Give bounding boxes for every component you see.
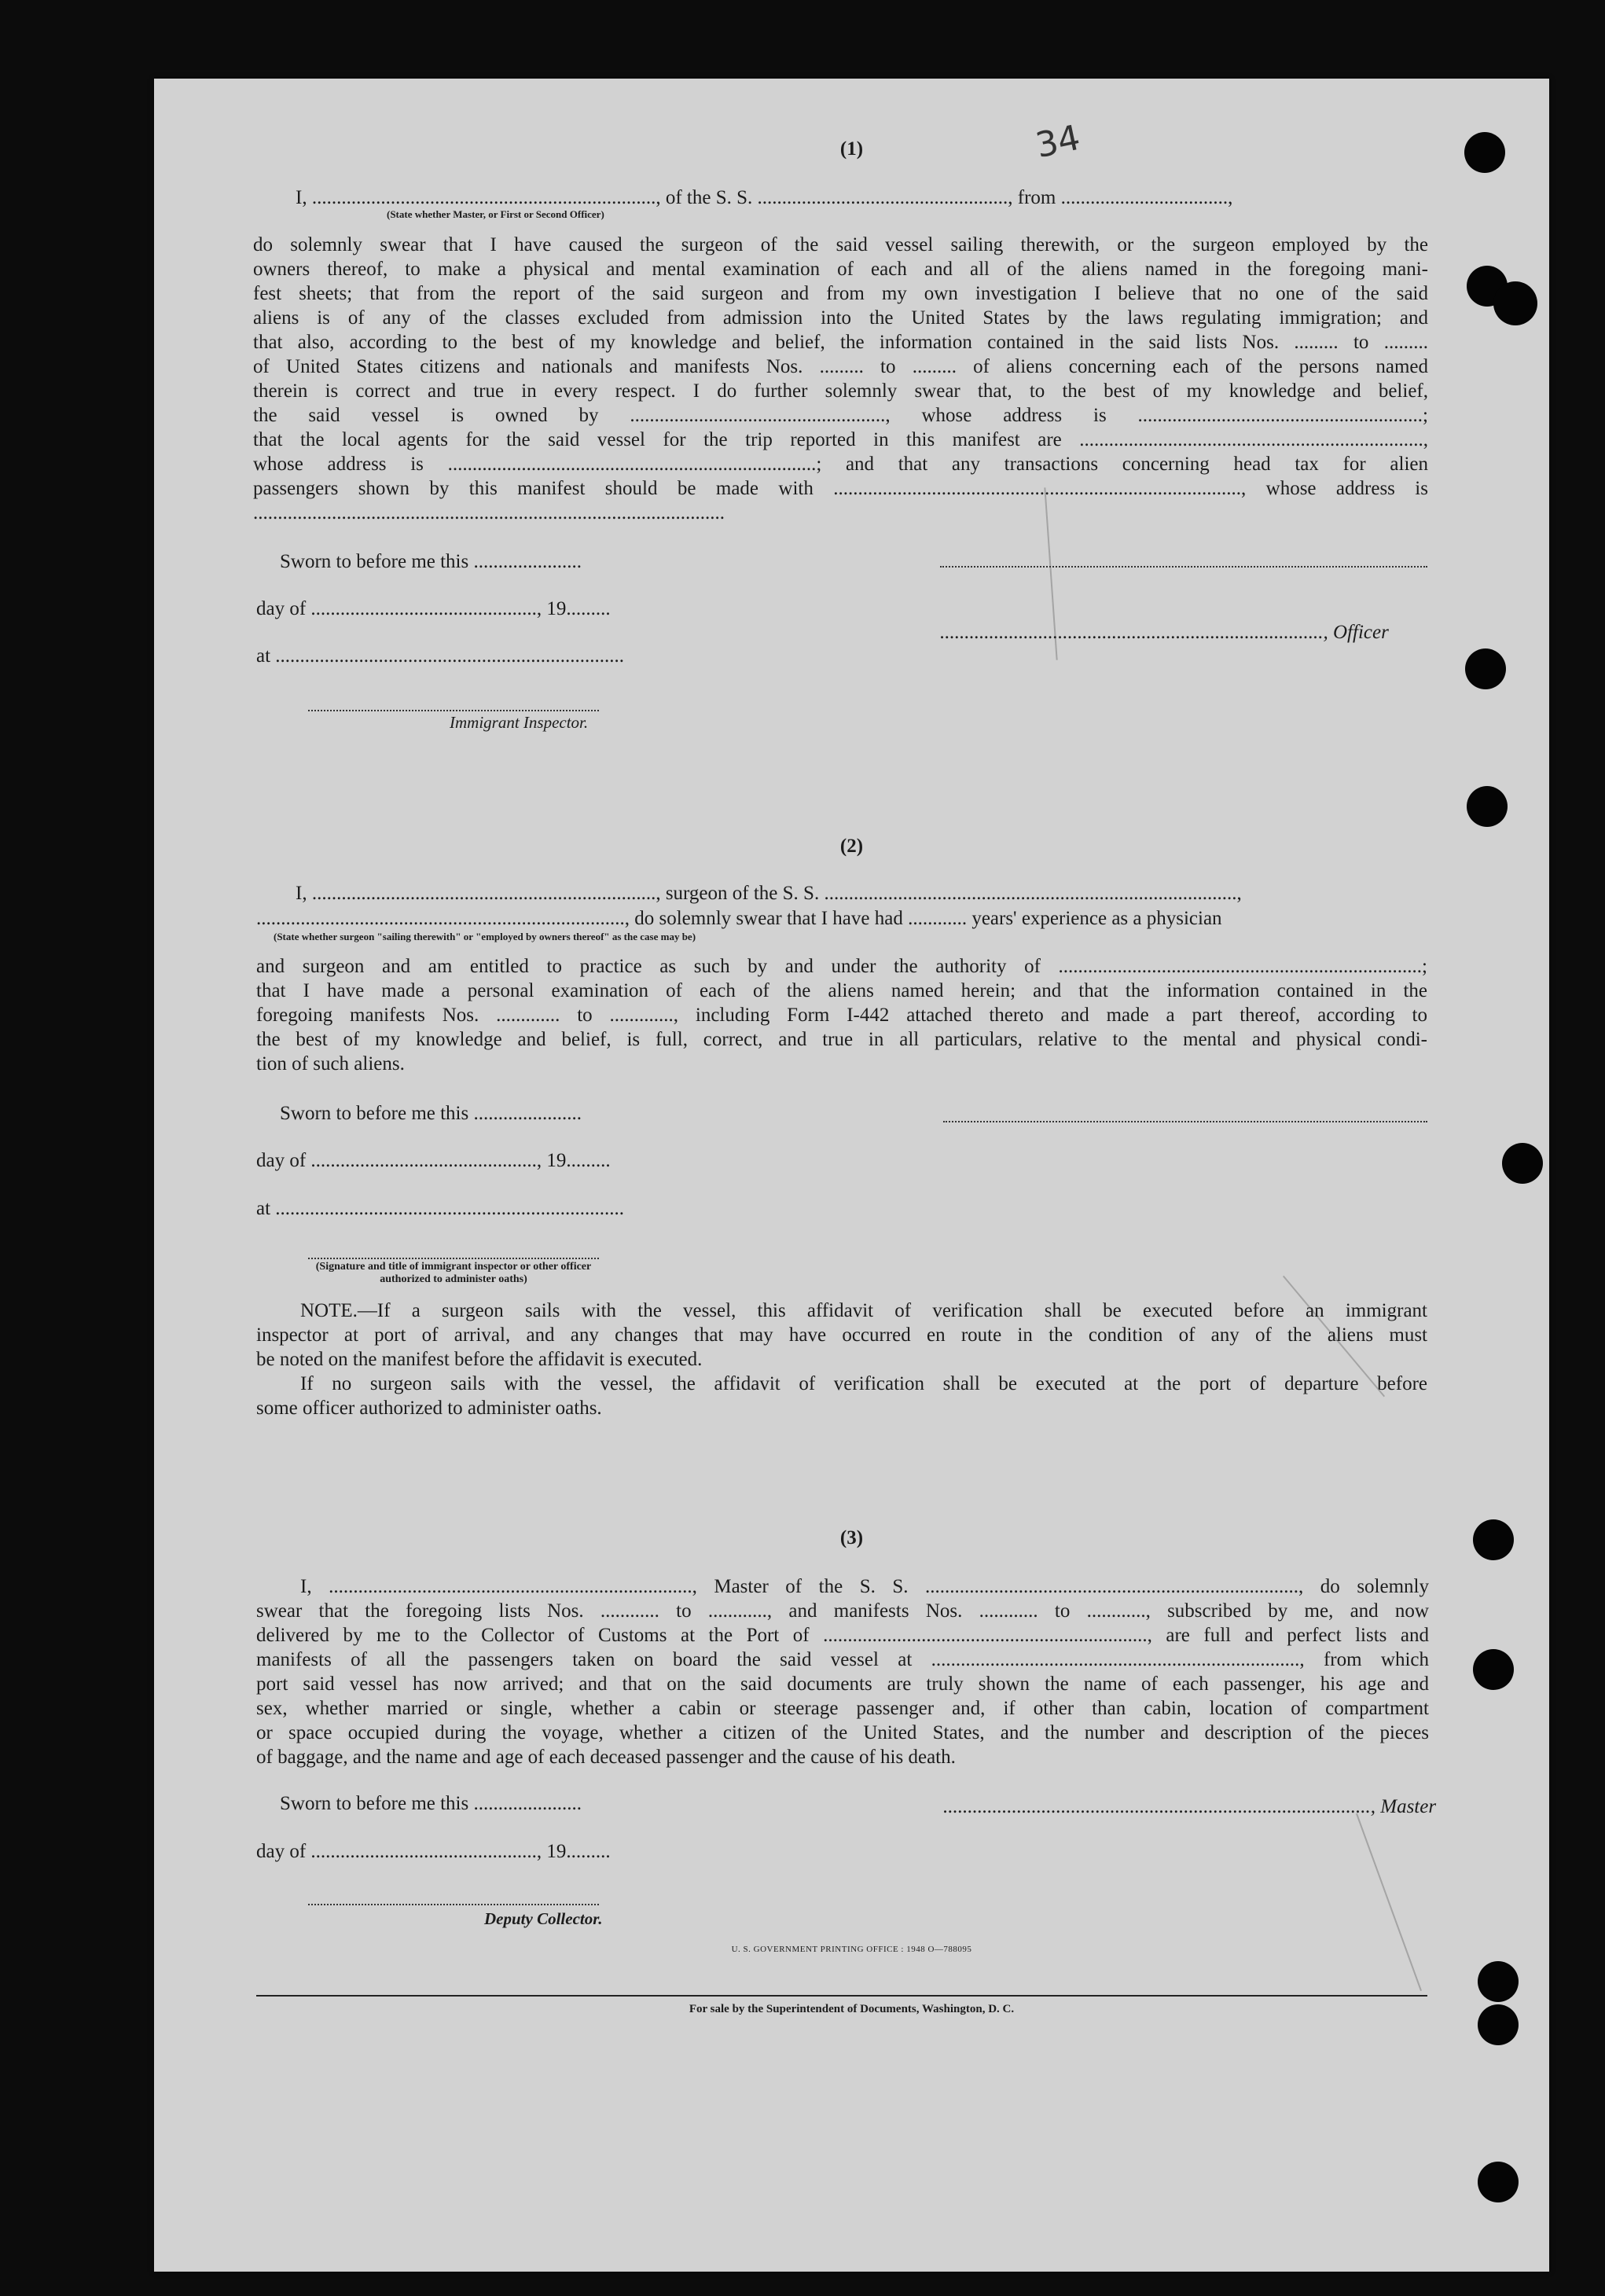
faint-pencil-stroke [1356,1813,1422,1991]
section-3-sworn-line: Sworn to before me this ...................... [280,1793,582,1814]
section-1-officer-line: .............................................................................., Officer [940,622,1389,643]
punch-hole [1502,1143,1543,1184]
section-1-first-line: I, ......................................................................, of the S. S. ..................................................., from .................................., [296,187,1233,208]
section-2-signature-line [943,1121,1427,1122]
handwritten-page-number: 34 [1032,117,1084,167]
printing-office-imprint: U. S. GOVERNMENT PRINTING OFFICE : 1948 O—788095 [731,1945,972,1954]
section-2-at-line: at ....................................................................... [256,1198,625,1219]
section-2-note-text: NOTE.—If a surgeon sails with the vessel, this affidavit of verification shall be executed before an immigrant inspector at port of arrival, and any changes that may have occurred en route in the condition of any of the aliens must be noted on the manifest before the affidavit is executed. If no surgeon sails with the vessel, the affidavit of verification shall be executed at the port of departure before some officer authorized to administer oaths. [256,1300,1427,1419]
section-2-number: (2) [839,836,864,857]
section-2-signature-note: (Signature and title of immigrant inspector or other officer authorized to administer oaths) [315,1261,592,1285]
footer-sale-note: For sale by the Superintendent of Documents, Washington, D. C. [689,2003,1015,2015]
punch-hole [1467,786,1508,827]
section-3-oath-text: I, .........................................................................., Master of the S. S. ............................................................................, do solemnly swear that the foregoing lists Nos. ............ to ............, and manifests Nos. ............ to ............, subscribed by me, and now delivered by me to the Collector of Customs at the Port of .................................................................., are full and perfect lists and manifests of all the passengers taken on board the said vessel at ..........................................................................., from which port said vessel has now arrived; and that on the said documents are truly shown the name of each passenger, his age and sex, whether married or single, whether a cabin or steerage passenger and, if other than cabin, location of compartment or space occupied during the voyage, whether a citizen of the United States, and the number and description of the pieces of baggage, and the name and age of each deceased passenger and the cause of his death. [256,1576,1429,1768]
section-2-first-line: I, ......................................................................, surgeon of the S. S. ...................................................................................., [296,883,1242,904]
section-1-day-line: day of .............................................., 19......... [256,598,611,619]
section-1-inspector-title: Immigrant Inspector. [450,713,589,732]
footer-rule [256,1995,1427,1997]
section-2-inspector-signature-line [308,1258,599,1259]
punch-hole [1478,1961,1519,2002]
punch-hole [1478,2162,1519,2202]
punch-hole [1493,281,1537,325]
section-3-collector-title: Deputy Collector. [484,1909,603,1928]
punch-hole [1464,132,1505,173]
punch-hole [1473,1519,1514,1560]
section-2-second-line: ..........................................................................., do solemnly swear that I have had ............ years' experience as a physician [256,908,1222,929]
section-2-sworn-line: Sworn to before me this ...................... [280,1103,582,1124]
section-1-signature-line [940,566,1427,568]
section-2-surgeon-note: (State whether surgeon "sailing therewith" or "employed by owners thereof" as the case may be) [274,931,696,942]
punch-hole [1478,2004,1519,2045]
section-3-number: (3) [839,1527,864,1548]
note-label: NOTE. [300,1300,358,1321]
section-3-day-line: day of .............................................., 19......... [256,1841,611,1862]
section-1-number: (1) [839,138,864,160]
punch-hole [1473,1649,1514,1690]
section-1-oath-text: do solemnly swear that I have caused the surgeon of the said vessel sailing therewith, or the surgeon employed by the owners thereof, to make a physical and mental examination of each and all of the aliens named in the foregoing mani- fest sheets; that from the report of the said surgeon and from my own investigation I believe that no one of the said aliens is of any of the classes excluded from admission into the United States by the laws regulating immigration; and that also, according to the best of my knowledge and belief, the information contained in the said lists Nos. ......... to ......... of United States citizens and nationals and manifests Nos. ......... to ......... of aliens concerning each of the persons named therein is correct and true in every respect. I do further solemnly swear that, to the best of my knowledge and belief, the said vessel is owned by ...................................................., whose address is ..........................................................; that the local agents for the said vessel for the trip reported in this manifest are ......................................................................, whose address is ...........................................................................; and that any transactions concerning head tax for alien passengers shown by this manifest should be made with ..................................................................................., whose address is ................................................................................................ [253,234,1428,523]
manifest-verification-page [154,79,1549,2272]
section-2-oath-text: and surgeon and am entitled to practice as such by and under the authority of ..........................................................................; that I have made a personal examination of each of the aliens named herein; and that the information contained in the foregoing manifests Nos. ............. to ............., including Form I-442 attached thereto and made a part thereof, according to the best of my knowledge and belief, is full, correct, and true in all particulars, relative to the mental and physical condi- tion of such aliens. [256,956,1427,1075]
section-1-officer-note: (State whether Master, or First or Second Officer) [387,208,604,220]
section-2-day-line: day of .............................................., 19......... [256,1150,611,1171]
section-1-at-line: at ....................................................................... [256,645,625,667]
section-3-collector-signature-line [308,1904,599,1905]
punch-hole [1465,648,1506,689]
section-3-master-line: ......................................................................................., Master [943,1796,1437,1817]
section-1-sworn-line: Sworn to before me this ...................... [280,551,582,572]
